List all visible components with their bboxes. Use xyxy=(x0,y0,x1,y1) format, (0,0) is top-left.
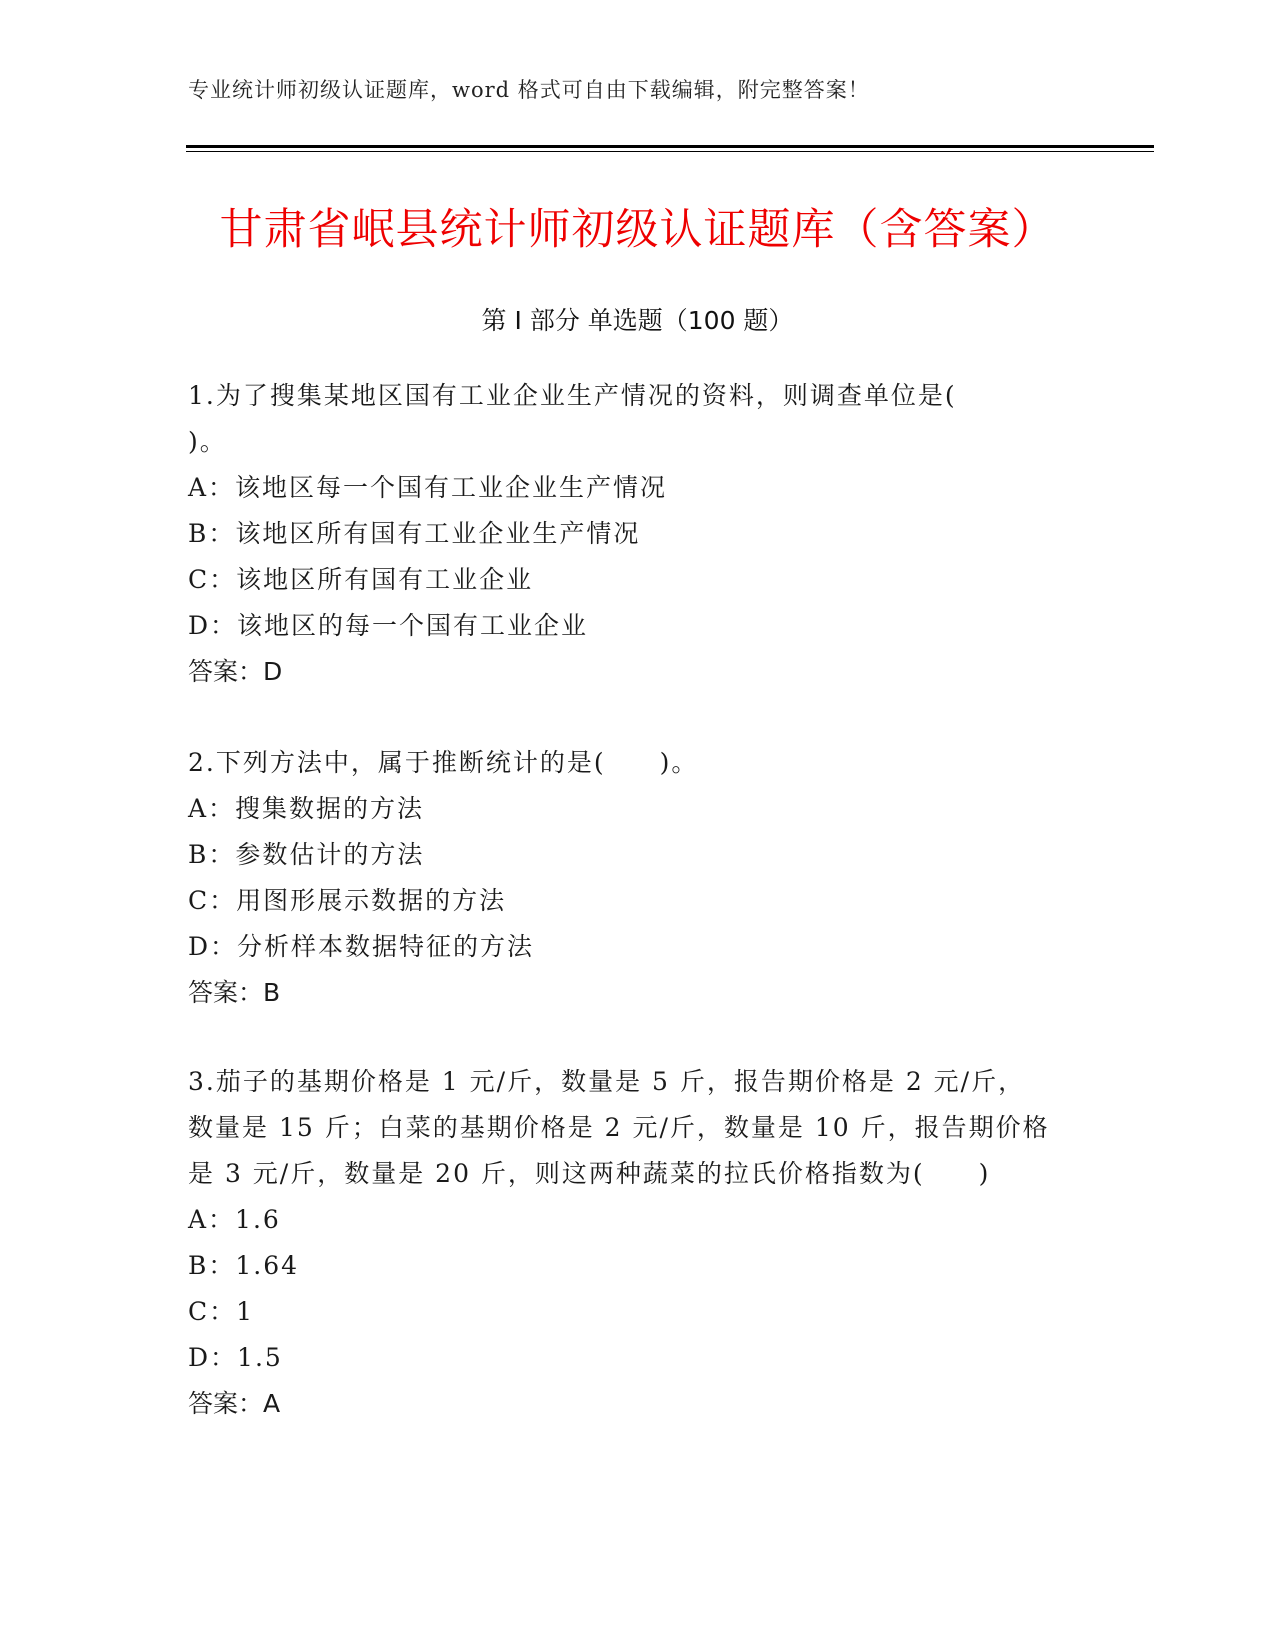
answer-line: 答案：A xyxy=(188,1389,281,1418)
section-title: 第 I 部分 单选题（100 题） xyxy=(481,306,794,335)
header-rule-thick xyxy=(186,145,1154,148)
question-stem-line: 1.为了搜集某地区国有工业企业生产情况的资料，则调查单位是( xyxy=(188,381,957,410)
option-a: A：搜集数据的方法 xyxy=(188,794,425,823)
option-d: D：1.5 xyxy=(188,1343,283,1372)
question-stem-line: 数量是 15 斤；白菜的基期价格是 2 元/斤，数量是 10 斤，报告期价格 xyxy=(188,1113,1050,1142)
question-stem-line: 2.下列方法中，属于推断统计的是( )。 xyxy=(188,748,699,777)
option-d: D：分析样本数据特征的方法 xyxy=(188,932,535,961)
question-1 xyxy=(188,373,1068,695)
option-a: A：1.6 xyxy=(188,1205,281,1234)
option-c: C：该地区所有国有工业企业 xyxy=(188,565,534,594)
answer-line: 答案：D xyxy=(188,657,283,686)
question-stem-line: 是 3 元/斤，数量是 20 斤，则这两种蔬菜的拉氏价格指数为( ) xyxy=(188,1159,991,1188)
option-b: B：1.64 xyxy=(188,1251,300,1280)
question-stem-line: )。 xyxy=(188,427,227,456)
option-c: C：1 xyxy=(188,1297,255,1326)
question-3 xyxy=(188,1059,1068,1427)
document-title: 甘肃省岷县统计师初级认证题库（含答案） xyxy=(219,205,1056,255)
option-a: A：该地区每一个国有工业企业生产情况 xyxy=(188,473,668,502)
question-2 xyxy=(188,740,1068,1016)
option-b: B：该地区所有国有工业企业生产情况 xyxy=(188,519,641,548)
answer-line: 答案：B xyxy=(188,978,281,1007)
option-d: D：该地区的每一个国有工业企业 xyxy=(188,611,589,640)
header-rule-thin xyxy=(186,151,1154,152)
option-b: B：参数估计的方法 xyxy=(188,840,425,869)
page-header: 专业统计师初级认证题库，word 格式可自由下载编辑，附完整答案！ xyxy=(188,78,870,102)
question-stem-line: 3.茄子的基期价格是 1 元/斤，数量是 5 斤，报告期价格是 2 元/斤， xyxy=(188,1067,1026,1096)
option-c: C：用图形展示数据的方法 xyxy=(188,886,507,915)
